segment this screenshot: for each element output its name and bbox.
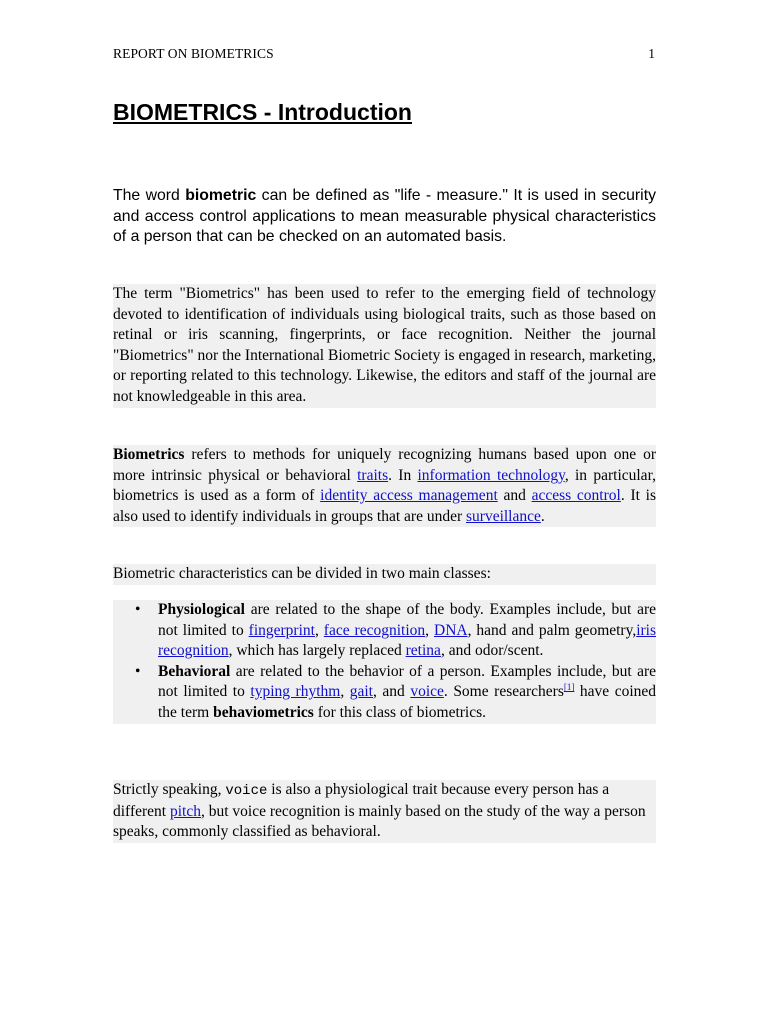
text-span: The word bbox=[113, 187, 186, 204]
text-span: . It is also used to identify individuals in groups that are under bbox=[113, 487, 656, 525]
term-paragraph: The term "Biometrics" has been used to refer to the emerging field of technology devoted to identification of individuals using biological traits, such as those based on retinal or iris scanning, fingerprints, or face recognition. Neither the journal "Biometrics" nor the International Biometric Society is engaged in research, marketing, or reporting related to this technology. Likewise, the editors and staff of the journal are not knowledgeable in this area. bbox=[113, 284, 656, 408]
text-span: , and bbox=[373, 683, 411, 701]
footnote-link[interactable]: [1] bbox=[563, 682, 575, 693]
text-span: Strictly speaking, bbox=[113, 781, 226, 798]
link-face-recognition[interactable]: face recognition bbox=[323, 621, 426, 639]
bold-term: biometric bbox=[185, 187, 257, 204]
link-fingerprint[interactable]: fingerprint bbox=[248, 621, 315, 639]
link-iris-recognition[interactable]: iris recognition bbox=[158, 621, 657, 660]
text-span: , but voice recognition is mainly based on the study of the way a person speaks, commonly classified as behavioral. bbox=[113, 802, 646, 841]
text-span: , bbox=[425, 621, 434, 639]
page-number: 1 bbox=[648, 46, 655, 61]
definition-paragraph bbox=[113, 445, 656, 527]
link-retina[interactable]: retina bbox=[405, 642, 441, 660]
link-surveillance[interactable]: surveillance bbox=[466, 507, 541, 525]
text-span: . bbox=[540, 507, 545, 525]
code-term: voice bbox=[225, 783, 268, 799]
text-span: , which has largely replaced bbox=[228, 642, 406, 660]
link-voice[interactable]: voice bbox=[410, 683, 444, 701]
header-title: REPORT ON BIOMETRICS bbox=[113, 46, 274, 61]
text-span: . In bbox=[388, 466, 418, 484]
classes-list bbox=[113, 600, 656, 724]
text-span: refers to methods for uniquely recognizing humans based upon one or more intrinsic physical or behavioral bbox=[113, 446, 656, 484]
text-span: . Some researchers bbox=[443, 683, 564, 701]
list-item bbox=[113, 600, 656, 662]
link-pitch[interactable]: pitch bbox=[169, 802, 201, 820]
link-identity-access-management[interactable]: identity access management bbox=[320, 487, 498, 505]
text-span: for this class of biometrics. bbox=[313, 703, 487, 721]
text-span: , hand and palm geometry, bbox=[467, 621, 637, 639]
bold-term: Physiological bbox=[158, 601, 245, 618]
intro-paragraph bbox=[113, 186, 656, 248]
link-access-control[interactable]: access control bbox=[531, 487, 621, 505]
text-span: and bbox=[497, 487, 532, 505]
page-title: BIOMETRICS - Introduction bbox=[113, 99, 412, 125]
text-span: are related to the behavior of a person. Examples include, but are not limited to bbox=[158, 662, 656, 701]
bold-term: behaviometrics bbox=[213, 703, 314, 721]
bullet-icon: • bbox=[135, 662, 141, 680]
text-span: can be defined as "life - measure." It is used in security and access control applications to mean measurable physical characteristics of a person that can be checked on an automated basis. bbox=[113, 187, 656, 245]
bold-term: Behavioral bbox=[158, 662, 231, 680]
text-span: are related to the shape of the body. Examples include, but are not limited to bbox=[158, 601, 656, 639]
bullet-icon: • bbox=[135, 601, 141, 618]
list-item bbox=[113, 662, 656, 724]
link-gait[interactable]: gait bbox=[349, 683, 373, 701]
text-span: , and odor/scent. bbox=[440, 642, 544, 660]
text-span: have coined the term bbox=[158, 683, 657, 721]
text-span: is also a physiological trait because every person has a different bbox=[113, 781, 610, 820]
voice-paragraph bbox=[113, 780, 656, 843]
text-span: , bbox=[314, 621, 324, 639]
classes-intro: Biometric characteristics can be divided in two main classes: bbox=[113, 564, 656, 585]
bold-term: Biometrics bbox=[113, 446, 185, 463]
link-typing-rhythm[interactable]: typing rhythm bbox=[250, 683, 341, 701]
text-span: , in particular, biometrics is used as a form of bbox=[113, 466, 656, 505]
link-information-technology[interactable]: information technology bbox=[417, 466, 565, 484]
link-dna[interactable]: DNA bbox=[434, 621, 468, 639]
text-span: , bbox=[340, 683, 350, 701]
link-traits[interactable]: traits bbox=[357, 466, 389, 484]
